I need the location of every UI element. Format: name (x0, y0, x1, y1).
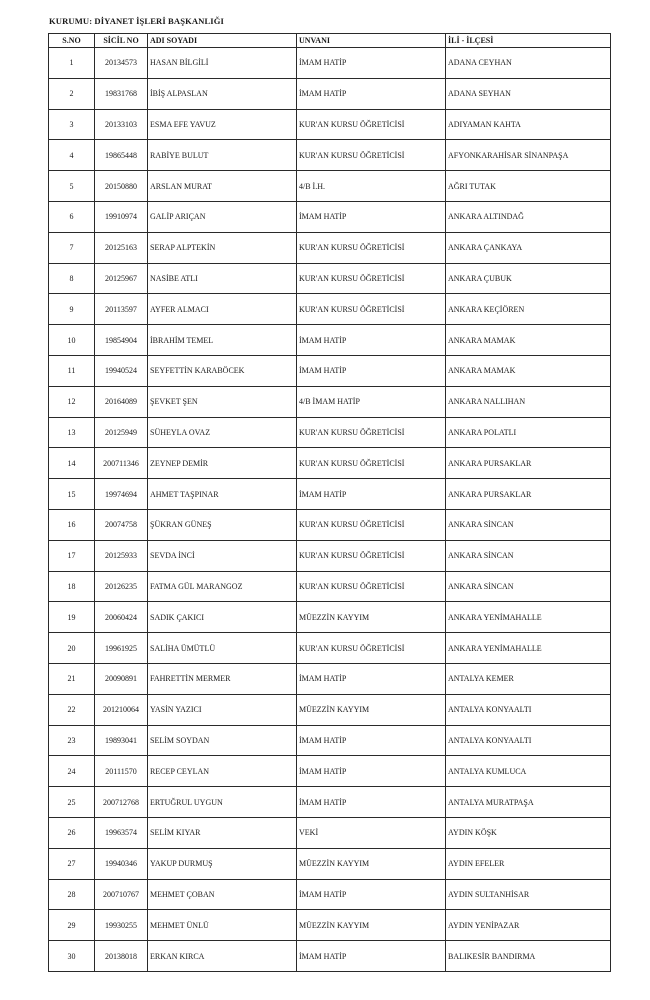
column-header-unvani: UNVANI (297, 34, 446, 48)
unvani-cell: İMAM HATİP (297, 479, 446, 510)
ili-ilcesi-cell: ANKARA MAMAK (446, 355, 611, 386)
ili-ilcesi-cell: ANKARA ALTINDAĞ (446, 201, 611, 232)
table-row (49, 941, 611, 972)
column-header-sicil-no: SİCİL NO (95, 34, 148, 48)
sicil-no-cell: 20125967 (95, 263, 148, 294)
unvani-cell: İMAM HATİP (297, 355, 446, 386)
sicil-no-cell: 19831768 (95, 78, 148, 109)
sno-cell: 16 (49, 509, 95, 540)
sno-cell: 18 (49, 571, 95, 602)
ili-ilcesi-cell: ANKARA POLATLI (446, 417, 611, 448)
ili-ilcesi-cell: AYDIN KÖŞK (446, 817, 611, 848)
adi-soyadi-cell: AHMET TAŞPINAR (148, 479, 297, 510)
column-header-adi-soyadi: ADI SOYADI (148, 34, 297, 48)
unvani-cell: İMAM HATİP (297, 941, 446, 972)
table-row (49, 325, 611, 356)
ili-ilcesi-cell: ANKARA SİNCAN (446, 540, 611, 571)
sicil-no-cell: 20133103 (95, 109, 148, 140)
sicil-no-cell: 19930255 (95, 910, 148, 941)
unvani-cell: MÜEZZİN KAYYIM (297, 910, 446, 941)
table-row (49, 171, 611, 202)
sno-cell: 3 (49, 109, 95, 140)
sicil-no-cell: 19854904 (95, 325, 148, 356)
table-row (49, 140, 611, 171)
sno-cell: 24 (49, 756, 95, 787)
sno-cell: 27 (49, 848, 95, 879)
adi-soyadi-cell: YAKUP DURMUŞ (148, 848, 297, 879)
ili-ilcesi-cell: AYDIN YENİPAZAR (446, 910, 611, 941)
table-row (49, 817, 611, 848)
table-body (49, 48, 611, 972)
sicil-no-cell: 20111570 (95, 756, 148, 787)
table-row (49, 78, 611, 109)
ili-ilcesi-cell: ADIYAMAN KAHTA (446, 109, 611, 140)
sno-cell: 15 (49, 479, 95, 510)
unvani-cell: KUR'AN KURSU ÖĞRETİCİSİ (297, 294, 446, 325)
sno-cell: 21 (49, 663, 95, 694)
unvani-cell: İMAM HATİP (297, 78, 446, 109)
table-row (49, 725, 611, 756)
sicil-no-cell: 200710767 (95, 879, 148, 910)
unvani-cell: KUR'AN KURSU ÖĞRETİCİSİ (297, 571, 446, 602)
unvani-cell: İMAM HATİP (297, 663, 446, 694)
ili-ilcesi-cell: ANKARA YENİMAHALLE (446, 602, 611, 633)
unvani-cell: İMAM HATİP (297, 201, 446, 232)
unvani-cell: KUR'AN KURSU ÖĞRETİCİSİ (297, 140, 446, 171)
unvani-cell: KUR'AN KURSU ÖĞRETİCİSİ (297, 109, 446, 140)
sno-cell: 4 (49, 140, 95, 171)
ili-ilcesi-cell: ANKARA PURSAKLAR (446, 479, 611, 510)
ili-ilcesi-cell: ANKARA MAMAK (446, 325, 611, 356)
table-row (49, 571, 611, 602)
sno-cell: 23 (49, 725, 95, 756)
adi-soyadi-cell: SADIK ÇAKICI (148, 602, 297, 633)
ili-ilcesi-cell: ANKARA SİNCAN (446, 509, 611, 540)
adi-soyadi-cell: ŞEVKET ŞEN (148, 386, 297, 417)
adi-soyadi-cell: SALİHA ÜMÜTLÜ (148, 633, 297, 664)
sno-cell: 12 (49, 386, 95, 417)
table-row (49, 294, 611, 325)
ili-ilcesi-cell: ANKARA NALLIHAN (446, 386, 611, 417)
adi-soyadi-cell: SÜHEYLA OVAZ (148, 417, 297, 448)
ili-ilcesi-cell: AYDIN SULTANHİSAR (446, 879, 611, 910)
ili-ilcesi-cell: ADANA SEYHAN (446, 78, 611, 109)
unvani-cell: MÜEZZİN KAYYIM (297, 848, 446, 879)
adi-soyadi-cell: MEHMET ÇOBAN (148, 879, 297, 910)
sicil-no-cell: 19910974 (95, 201, 148, 232)
sicil-no-cell: 20138018 (95, 941, 148, 972)
adi-soyadi-cell: ARSLAN MURAT (148, 171, 297, 202)
sno-cell: 5 (49, 171, 95, 202)
sicil-no-cell: 201210064 (95, 694, 148, 725)
sicil-no-cell: 19961925 (95, 633, 148, 664)
unvani-cell: 4/B İMAM HATİP (297, 386, 446, 417)
ili-ilcesi-cell: ANKARA SİNCAN (446, 571, 611, 602)
sno-cell: 30 (49, 941, 95, 972)
adi-soyadi-cell: RABİYE BULUT (148, 140, 297, 171)
sicil-no-cell: 20125949 (95, 417, 148, 448)
unvani-cell: İMAM HATİP (297, 879, 446, 910)
table-row (49, 263, 611, 294)
table-row (49, 448, 611, 479)
sno-cell: 17 (49, 540, 95, 571)
table-row (49, 109, 611, 140)
sno-cell: 10 (49, 325, 95, 356)
table-row (49, 201, 611, 232)
adi-soyadi-cell: HASAN BİLGİLİ (148, 48, 297, 79)
table-row (49, 48, 611, 79)
unvani-cell: MÜEZZİN KAYYIM (297, 694, 446, 725)
sno-cell: 25 (49, 787, 95, 818)
table-row (49, 756, 611, 787)
sicil-no-cell: 200712768 (95, 787, 148, 818)
adi-soyadi-cell: SEYFETTİN KARABÖCEK (148, 355, 297, 386)
adi-soyadi-cell: SELİM SOYDAN (148, 725, 297, 756)
column-header-ili-ilcesi: İLİ - İLÇESİ (446, 34, 611, 48)
page-title: KURUMU: DİYANET İŞLERİ BAŞKANLIĞI (49, 16, 224, 26)
adi-soyadi-cell: FAHRETTİN MERMER (148, 663, 297, 694)
sicil-no-cell: 19963574 (95, 817, 148, 848)
adi-soyadi-cell: ŞÜKRAN GÜNEŞ (148, 509, 297, 540)
sno-cell: 20 (49, 633, 95, 664)
sno-cell: 14 (49, 448, 95, 479)
column-header-sno: S.NO (49, 34, 95, 48)
adi-soyadi-cell: YASİN YAZICI (148, 694, 297, 725)
table-row (49, 694, 611, 725)
adi-soyadi-cell: FATMA GÜL MARANGOZ (148, 571, 297, 602)
sicil-no-cell: 20125163 (95, 232, 148, 263)
table-row (49, 879, 611, 910)
table-header-row (49, 34, 611, 48)
table-row (49, 663, 611, 694)
table-row (49, 355, 611, 386)
unvani-cell: KUR'AN KURSU ÖĞRETİCİSİ (297, 633, 446, 664)
adi-soyadi-cell: AYFER ALMACI (148, 294, 297, 325)
ili-ilcesi-cell: ANTALYA KUMLUCA (446, 756, 611, 787)
unvani-cell: KUR'AN KURSU ÖĞRETİCİSİ (297, 263, 446, 294)
ili-ilcesi-cell: AĞRI TUTAK (446, 171, 611, 202)
adi-soyadi-cell: İBRAHİM TEMEL (148, 325, 297, 356)
ili-ilcesi-cell: AFYONKARAHİSAR SİNANPAŞA (446, 140, 611, 171)
sno-cell: 19 (49, 602, 95, 633)
sno-cell: 11 (49, 355, 95, 386)
unvani-cell: İMAM HATİP (297, 48, 446, 79)
sicil-no-cell: 20150880 (95, 171, 148, 202)
sicil-no-cell: 20113597 (95, 294, 148, 325)
unvani-cell: KUR'AN KURSU ÖĞRETİCİSİ (297, 509, 446, 540)
sno-cell: 26 (49, 817, 95, 848)
sicil-no-cell: 20090891 (95, 663, 148, 694)
unvani-cell: KUR'AN KURSU ÖĞRETİCİSİ (297, 232, 446, 263)
table-row (49, 633, 611, 664)
ili-ilcesi-cell: ANKARA YENİMAHALLE (446, 633, 611, 664)
sicil-no-cell: 20060424 (95, 602, 148, 633)
personnel-table (48, 33, 611, 972)
adi-soyadi-cell: SEVDA İNCİ (148, 540, 297, 571)
unvani-cell: MÜEZZİN KAYYIM (297, 602, 446, 633)
table-row (49, 602, 611, 633)
unvani-cell: 4/B İ.H. (297, 171, 446, 202)
unvani-cell: İMAM HATİP (297, 787, 446, 818)
ili-ilcesi-cell: ANTALYA MURATPAŞA (446, 787, 611, 818)
sno-cell: 9 (49, 294, 95, 325)
table-row (49, 386, 611, 417)
ili-ilcesi-cell: ANKARA ÇANKAYA (446, 232, 611, 263)
sno-cell: 8 (49, 263, 95, 294)
sicil-no-cell: 19940524 (95, 355, 148, 386)
sno-cell: 2 (49, 78, 95, 109)
sicil-no-cell: 20134573 (95, 48, 148, 79)
table-row (49, 787, 611, 818)
sno-cell: 7 (49, 232, 95, 263)
unvani-cell: KUR'AN KURSU ÖĞRETİCİSİ (297, 448, 446, 479)
sno-cell: 13 (49, 417, 95, 448)
table-row (49, 479, 611, 510)
unvani-cell: İMAM HATİP (297, 325, 446, 356)
sicil-no-cell: 20126235 (95, 571, 148, 602)
sicil-no-cell: 19865448 (95, 140, 148, 171)
adi-soyadi-cell: SERAP ALPTEKİN (148, 232, 297, 263)
ili-ilcesi-cell: ANKARA ÇUBUK (446, 263, 611, 294)
sno-cell: 29 (49, 910, 95, 941)
sicil-no-cell: 200711346 (95, 448, 148, 479)
sicil-no-cell: 19940346 (95, 848, 148, 879)
ili-ilcesi-cell: ADANA CEYHAN (446, 48, 611, 79)
sno-cell: 22 (49, 694, 95, 725)
unvani-cell: KUR'AN KURSU ÖĞRETİCİSİ (297, 540, 446, 571)
table-row (49, 417, 611, 448)
unvani-cell: VEKİ (297, 817, 446, 848)
ili-ilcesi-cell: ANTALYA KONYAALTI (446, 725, 611, 756)
sno-cell: 6 (49, 201, 95, 232)
table-row (49, 910, 611, 941)
unvani-cell: İMAM HATİP (297, 725, 446, 756)
adi-soyadi-cell: ERKAN KIRCA (148, 941, 297, 972)
ili-ilcesi-cell: ANKARA KEÇİÖREN (446, 294, 611, 325)
ili-ilcesi-cell: ANKARA PURSAKLAR (446, 448, 611, 479)
ili-ilcesi-cell: BALIKESİR BANDIRMA (446, 941, 611, 972)
table-row (49, 509, 611, 540)
sno-cell: 1 (49, 48, 95, 79)
table-row (49, 232, 611, 263)
ili-ilcesi-cell: ANTALYA KONYAALTI (446, 694, 611, 725)
sicil-no-cell: 20164089 (95, 386, 148, 417)
sicil-no-cell: 19893041 (95, 725, 148, 756)
table-row (49, 540, 611, 571)
ili-ilcesi-cell: AYDIN EFELER (446, 848, 611, 879)
adi-soyadi-cell: İBİŞ ALPASLAN (148, 78, 297, 109)
table-row (49, 848, 611, 879)
sicil-no-cell: 20074758 (95, 509, 148, 540)
adi-soyadi-cell: SELİM KIYAR (148, 817, 297, 848)
sno-cell: 28 (49, 879, 95, 910)
sicil-no-cell: 19974694 (95, 479, 148, 510)
unvani-cell: İMAM HATİP (297, 756, 446, 787)
unvani-cell: KUR'AN KURSU ÖĞRETİCİSİ (297, 417, 446, 448)
adi-soyadi-cell: ESMA EFE YAVUZ (148, 109, 297, 140)
sicil-no-cell: 20125933 (95, 540, 148, 571)
adi-soyadi-cell: ERTUĞRUL UYGUN (148, 787, 297, 818)
adi-soyadi-cell: RECEP CEYLAN (148, 756, 297, 787)
adi-soyadi-cell: ZEYNEP DEMİR (148, 448, 297, 479)
adi-soyadi-cell: GALİP ARIÇAN (148, 201, 297, 232)
adi-soyadi-cell: MEHMET ÜNLÜ (148, 910, 297, 941)
adi-soyadi-cell: NASİBE ATLI (148, 263, 297, 294)
ili-ilcesi-cell: ANTALYA KEMER (446, 663, 611, 694)
